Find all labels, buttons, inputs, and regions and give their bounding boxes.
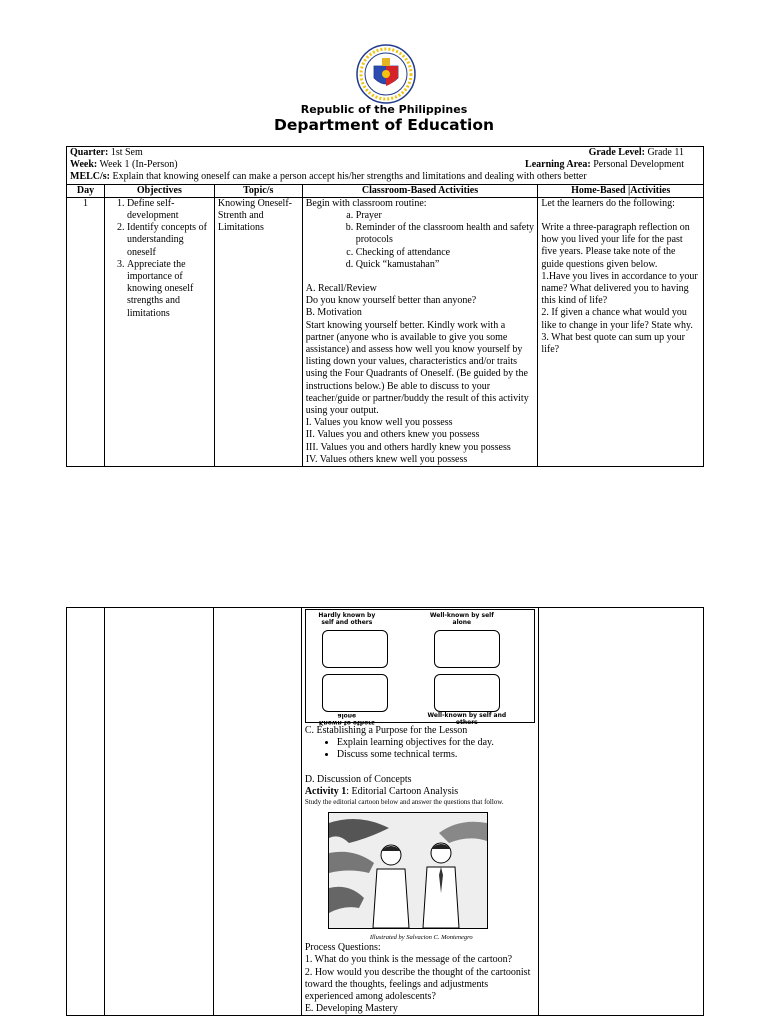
quadrant-box [322,674,388,712]
week-value: Week 1 (In-Person) [99,159,178,171]
activity-heading [305,786,535,798]
home-question: 2. If given a chance what would you like to change in your life? State why. [541,307,693,331]
col-classroom: Classroom-Based Activities [302,184,538,197]
department-heading: Department of Education [273,116,495,134]
home-question: 3. What best quote can sum up your life? [541,331,686,356]
routine-item: c. Checking of attendance [356,247,535,259]
value-line: I. Values you know well you possess [305,417,453,429]
process-question: 1. What do you think is the message of the cartoon? [304,954,513,966]
col-objectives: Objectives [104,184,214,197]
routine-item: d. Quick “kamustahan” [356,259,535,271]
day-cell: 1 [67,197,105,466]
purpose-title: C. Establishing a Purpose for the Lesson [304,725,468,736]
week-row [67,159,704,171]
classroom-cell [302,197,538,466]
motivation-title: B. Motivation [305,307,362,319]
discussion-title: D. Discussion of Concepts [304,773,412,785]
routine-item: a. Prayer [356,210,535,222]
quadrant-box [434,630,500,668]
grade-value: Grade 11 [647,147,684,158]
table-row [67,608,704,1016]
melc-value: Explain that knowing oneself can make a person accept his/her strengths and limitations and dealing with others better [112,171,587,183]
area-label: Learning Area: [525,159,591,171]
melc-label: MELC/s: [70,171,110,183]
routine-intro: Begin with classroom routine: [305,197,427,209]
mastery-title: E. Developing Mastery [304,1003,398,1015]
cartoon-caption: Illustrated by Salvacion C. Montenegro [369,934,473,942]
quarter-value: 1st Sem [110,147,143,158]
col-day: Day [67,184,105,197]
process-question: 2. How would you describe the thought of the cartoonist toward the thoughts, feelings and adjustments experienced among adolescents? [304,966,531,1003]
value-line: III. Values you and others hardly knew you possess [305,441,511,453]
column-header-row [67,184,704,197]
editorial-cartoon-image [328,812,488,929]
home-cell-empty [538,608,703,1016]
deped-seal-logo [356,44,416,104]
day-cell-empty [67,608,105,1016]
week-label: Week: [70,159,98,171]
process-title: Process Questions: [304,942,381,954]
routine-item: b. Reminder of the classroom health and safety protocols [356,222,535,246]
value-line: II. Values you and others knew you possess [305,429,480,441]
quarter-label: Quarter: [70,147,109,158]
col-topics: Topic/s [214,184,302,197]
objective-item: 3. Appreciate the importance of knowing oneself strengths and limitations [127,259,211,320]
objective-item: 2. Identify concepts of understanding oneself [127,222,211,259]
col-home: Home-Based |Activities [538,184,704,197]
four-quadrants-figure [305,609,535,726]
classroom-cell [301,608,538,1016]
motivation-text: Start knowing yourself better. Kindly work with a partner (anyone who is available to give you some assistance) and assess how well you know yourself by listing down your values, characteristics and/or traits using the Four Quadrants of Oneself. (Be guided by the instructions below.) Be able to discuss to your teacher/guide or partner/buddy the result of this activity using your output. [305,319,529,417]
activity-title: : Editorial Cartoon Analysis [346,785,459,797]
quarter-row [67,147,704,160]
melc-row [67,171,704,184]
lesson-plan-table [66,146,704,467]
cartoon-instruction: Study the editorial cartoon below and answer the questions that follow. [304,798,504,807]
recall-title: A. Recall/Review [305,283,377,295]
purpose-item: • Explain learning objectives for the day. [337,737,535,749]
topic-cell: Knowing Oneself- Strenth and Limitations [214,197,302,466]
republic-heading: Republic of the Philippines [300,103,468,116]
grade-label: Grade Level: [588,147,645,158]
recall-question: Do you know yourself better than anyone? [305,295,477,307]
area-value: Personal Development [593,159,684,171]
table-row [67,197,704,466]
quadrant-label: Well-known by self and others [427,712,507,726]
quadrant-box [434,674,500,712]
purpose-item: • Discuss some technical terms. [337,749,535,761]
home-cell [538,197,704,466]
quadrant-label: Hardly known by self and others [318,612,376,626]
objectives-cell [104,197,214,466]
activity-label: Activity 1 [304,785,347,797]
objective-item: 1. Define self-development [127,198,211,222]
quadrant-box [322,630,388,668]
home-question: 1.Have you lives in accordance to your name? What delivered you to having this kind of life? [541,270,698,307]
quadrant-label: Well-known by self alone [429,612,494,626]
topic-cell-empty [214,608,302,1016]
value-line: IV. Values others knew well you possess [305,453,468,465]
lesson-plan-table-continued [66,607,704,1016]
home-reflection: Write a three-paragraph reflection on how you lived your life for the past five years. Please take note of the guide questions given below. [541,222,690,270]
objectives-cell-empty [104,608,213,1016]
home-intro: Let the learners do the following: [541,197,675,209]
quadrant-label: Known to others alone [318,712,375,726]
